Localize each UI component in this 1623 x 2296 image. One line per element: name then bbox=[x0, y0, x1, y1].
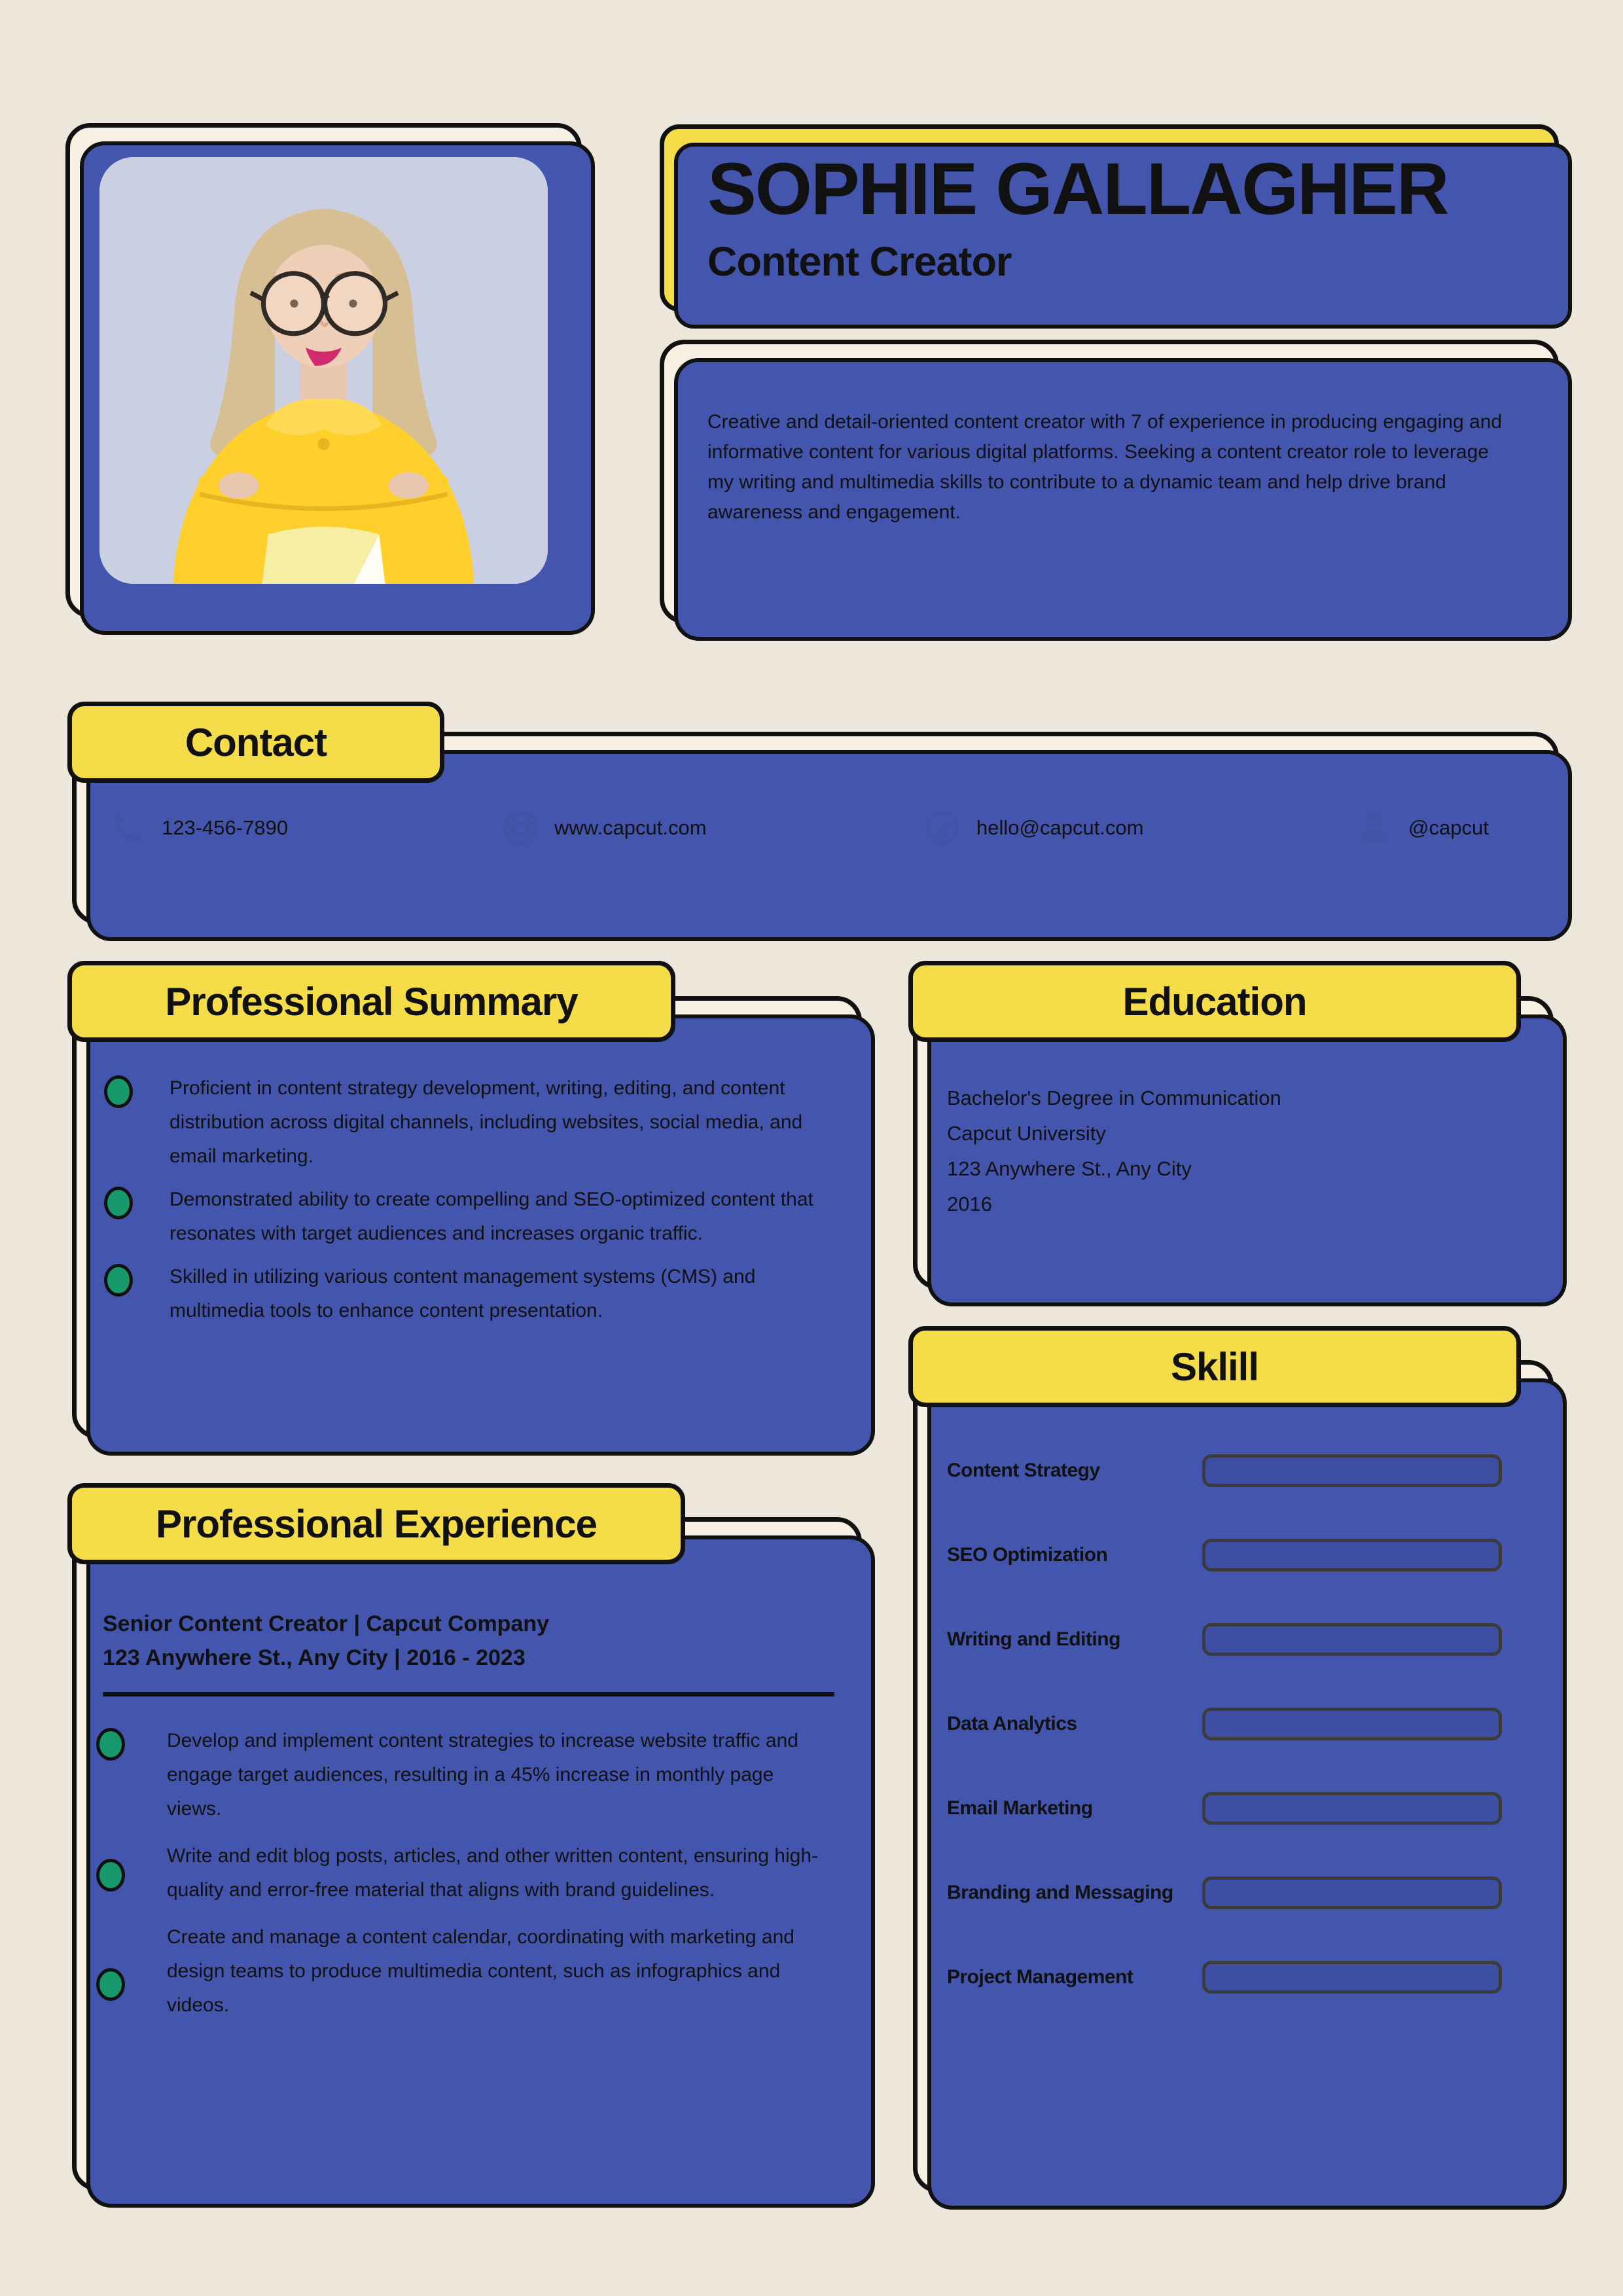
experience-bullet-text: Write and edit blog posts, articles, and other written content, ensuring high-quality and error-free material that aligns with brand guidelines. bbox=[167, 1845, 818, 1901]
contact-item bbox=[1356, 736, 1489, 920]
skill-row bbox=[947, 1964, 1549, 1990]
education-line: Bachelor's Degree in Communication bbox=[947, 1086, 1281, 1109]
summary-bullet bbox=[77, 1260, 857, 1328]
bullet-dot-icon bbox=[104, 1187, 133, 1219]
summary-section-tab bbox=[67, 961, 675, 1042]
skill-row bbox=[947, 1542, 1549, 1568]
profile-photo-illustration bbox=[99, 157, 548, 584]
experience-divider bbox=[103, 1692, 834, 1696]
summary-section-title: Professional Summary bbox=[165, 979, 578, 1024]
experience-heading bbox=[103, 1607, 828, 1675]
summary-card bbox=[72, 996, 862, 1439]
skill-bar bbox=[1202, 1708, 1502, 1740]
contact-text: 123-456-7890 bbox=[162, 816, 289, 839]
contact-item bbox=[924, 736, 1143, 920]
education-details bbox=[947, 1081, 1523, 1222]
experience-card bbox=[72, 1517, 862, 2191]
education-line: 123 Anywhere St., Any City bbox=[947, 1157, 1192, 1180]
photo-card bbox=[65, 123, 582, 618]
skill-list bbox=[918, 1458, 1549, 1990]
phone-icon bbox=[109, 810, 146, 846]
skill-label: Branding and Messaging bbox=[947, 1882, 1173, 1903]
contact-text: @capcut bbox=[1408, 816, 1489, 839]
contact-section-title: Contact bbox=[185, 720, 327, 764]
globe-icon bbox=[502, 810, 539, 846]
experience-meta: 123 Anywhere St., Any City | 2016 - 2023 bbox=[103, 1645, 526, 1670]
experience-section-tab bbox=[67, 1483, 685, 1564]
bullet-dot-icon bbox=[96, 1968, 125, 2001]
summary-bullet-list bbox=[77, 1071, 857, 1328]
education-section-tab bbox=[908, 961, 1521, 1042]
bullet-dot-icon bbox=[104, 1075, 133, 1108]
education-section-title: Education bbox=[1122, 979, 1307, 1024]
summary-bullet-text: Skilled in utilizing various content management systems (CMS) and multimedia tools to enhance content presentation. bbox=[169, 1266, 756, 1321]
email-icon bbox=[924, 810, 961, 846]
contact-text: www.capcut.com bbox=[554, 816, 707, 839]
summary-bullet bbox=[77, 1071, 857, 1174]
skill-label: Data Analytics bbox=[947, 1713, 1077, 1734]
experience-role: Senior Content Creator | Capcut Company bbox=[103, 1611, 550, 1636]
skill-row bbox=[947, 1711, 1549, 1737]
experience-bullet bbox=[77, 1724, 857, 1826]
person-name: SOPHIE GALLAGHER bbox=[707, 148, 1448, 230]
summary-bullet-text: Proficient in content strategy development, writing, editing, and content distribution across digital channels, including websites, social media, and email marketing. bbox=[169, 1077, 803, 1167]
skill-label: SEO Optimization bbox=[947, 1544, 1108, 1566]
skill-label: Content Strategy bbox=[947, 1460, 1100, 1481]
bullet-dot-icon bbox=[96, 1859, 125, 1892]
skill-label: Writing and Editing bbox=[947, 1628, 1120, 1650]
summary-bullet-text: Demonstrated ability to create compelling and SEO-optimized content that resonates with target audiences and increases organic traffic. bbox=[169, 1189, 813, 1244]
experience-bullet-text: Create and manage a content calendar, coordinating with marketing and design teams to produce multimedia content, such as infographics and videos. bbox=[167, 1926, 794, 2016]
experience-bullet-text: Develop and implement content strategies to increase website traffic and engage target audiences, resulting in a 45% increase in monthly page views. bbox=[167, 1730, 798, 1820]
experience-section-title: Professional Experience bbox=[156, 1501, 597, 1546]
experience-bullet-list bbox=[77, 1724, 857, 2022]
about-text: Creative and detail-oriented content creator with 7 of experience in producing engaging and informative content for various digital platforms. Seeking a content creator role to leverage my writing and multimedia skills to contribute to a dynamic team and help drive brand awareness and engagement. bbox=[707, 411, 1503, 523]
education-line: 2016 bbox=[947, 1193, 992, 1215]
skill-bar bbox=[1202, 1539, 1502, 1571]
experience-bullet bbox=[77, 1839, 857, 1907]
contact-text: hello@capcut.com bbox=[976, 816, 1144, 839]
skill-bar bbox=[1202, 1792, 1502, 1825]
user-icon bbox=[1356, 810, 1393, 846]
skill-label: Email Marketing bbox=[947, 1797, 1093, 1819]
skill-row bbox=[947, 1458, 1549, 1484]
skills-card bbox=[913, 1360, 1554, 2193]
skill-bar bbox=[1202, 1876, 1502, 1909]
skill-row bbox=[947, 1880, 1549, 1906]
skill-bar bbox=[1202, 1454, 1502, 1487]
person-role: Content Creator bbox=[707, 239, 1012, 285]
skill-label: Project Management bbox=[947, 1966, 1133, 1988]
skill-row bbox=[947, 1626, 1549, 1653]
bullet-dot-icon bbox=[96, 1728, 125, 1761]
contact-section-tab bbox=[67, 702, 444, 783]
bullet-dot-icon bbox=[104, 1264, 133, 1297]
skill-bar bbox=[1202, 1961, 1502, 1994]
skill-row bbox=[947, 1795, 1549, 1821]
experience-bullet bbox=[77, 1920, 857, 2022]
skills-section-title: Sklill bbox=[1170, 1344, 1259, 1389]
education-line: Capcut University bbox=[947, 1122, 1106, 1145]
skills-section-tab bbox=[908, 1326, 1521, 1407]
about-card bbox=[660, 340, 1559, 624]
profile-photo bbox=[99, 157, 548, 584]
summary-bullet bbox=[77, 1183, 857, 1251]
name-card bbox=[660, 124, 1559, 312]
skill-bar bbox=[1202, 1623, 1502, 1656]
contact-item bbox=[502, 736, 707, 920]
